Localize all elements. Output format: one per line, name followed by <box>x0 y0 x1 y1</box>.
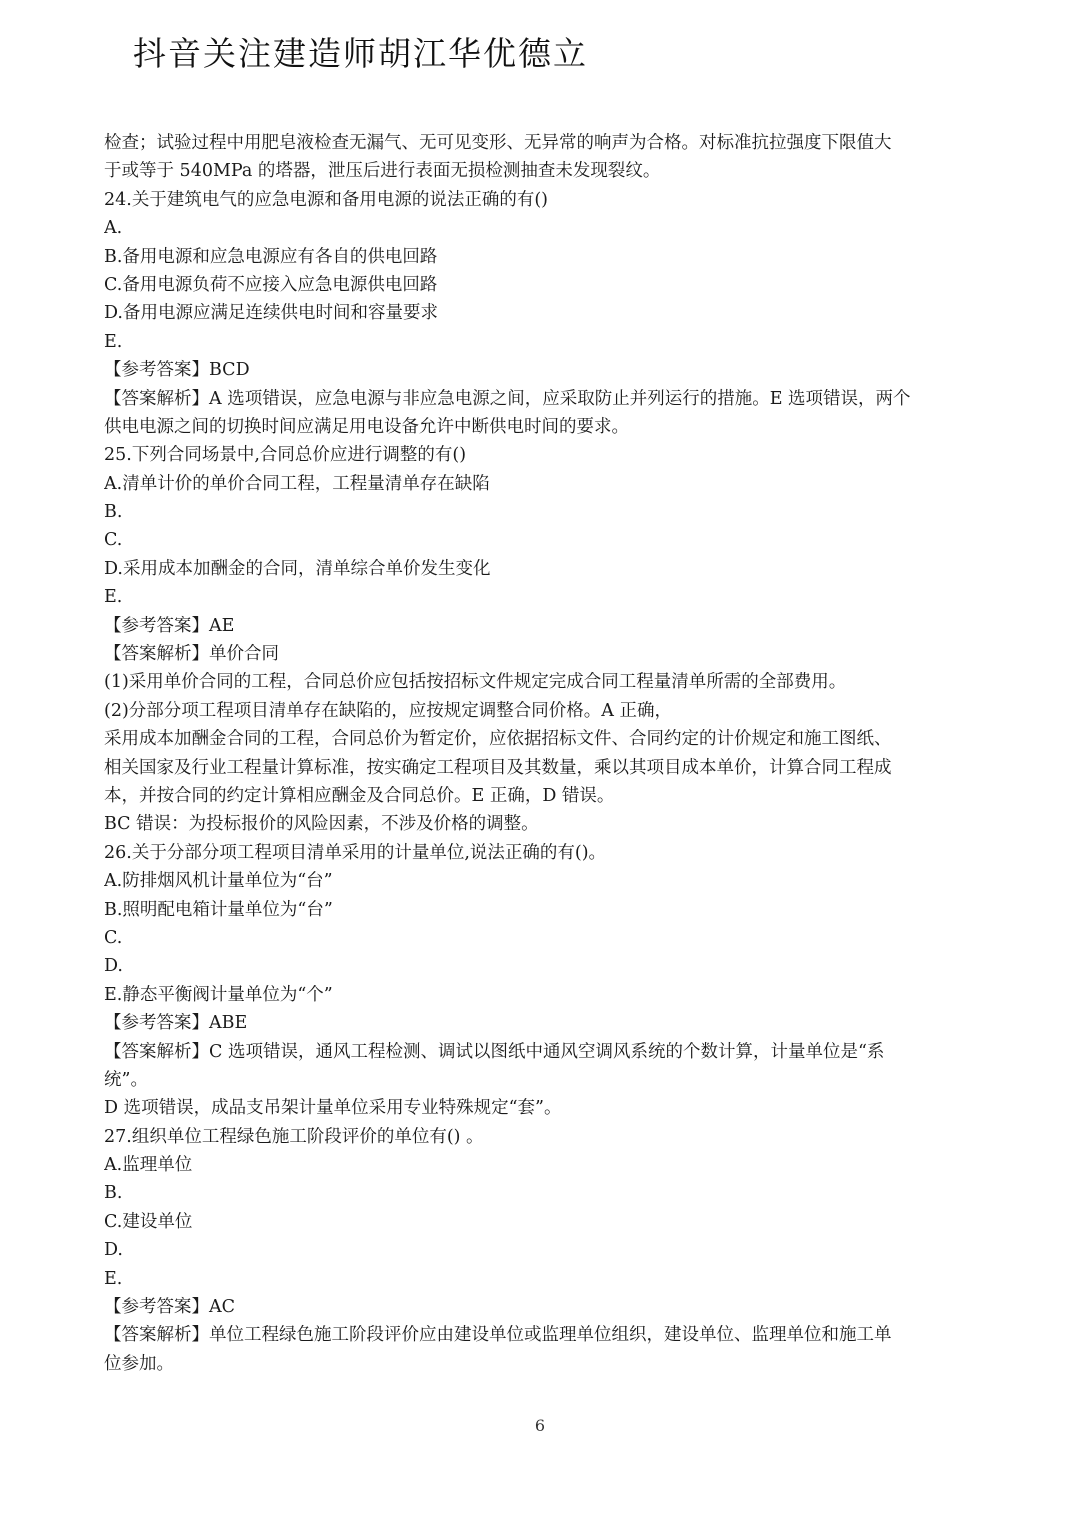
question-24-stem: 24.关于建筑电气的应急电源和备用电源的说法正确的有() <box>104 189 548 210</box>
question-25-option-d: D.采用成本加酬金的合同，清单综合单价发生变化 <box>104 558 491 579</box>
question-26-stem: 26.关于分部分项工程项目清单采用的计量单位,说法正确的有()。 <box>104 842 607 863</box>
question-27-option-a: A.监理单位 <box>104 1155 193 1176</box>
question-25-analysis-cont: (1)采用单价合同的工程，合同总价应包括按招标文件规定完成合同工程量清单所需的全部费用。 <box>104 672 847 693</box>
question-27-option-e: E. <box>104 1268 123 1289</box>
question-25-option-c: C. <box>104 530 123 551</box>
question-25-analysis: 【答案解析】单价合同 <box>104 644 279 665</box>
question-25-option-a: A.清单计价的单价合同工程，工程量清单存在缺陷 <box>104 473 490 494</box>
text-line: 于或等于 540MPa 的塔器，泄压后进行表面无损检测抽查未发现裂纹。 <box>104 161 661 182</box>
question-24-option-a: A. <box>104 218 123 239</box>
question-25-option-b: B. <box>104 502 123 523</box>
question-24-answer: 【参考答案】BCD <box>104 360 250 381</box>
question-27-stem: 27.组织单位工程绿色施工阶段评价的单位有() 。 <box>104 1126 484 1147</box>
question-26-option-e: E.静态平衡阀计量单位为“个” <box>104 984 333 1005</box>
question-25-analysis-cont: (2)分部分项工程项目清单存在缺陷的，应按规定调整合同价格。A 正确， <box>104 700 672 721</box>
text-line: 检查；试验过程中用肥皂液检查无漏气、无可见变形、无异常的响声为合格。对标准抗拉强度下限值大 <box>104 133 892 153</box>
question-27-option-c: C.建设单位 <box>104 1211 193 1232</box>
question-25-answer: 【参考答案】AE <box>104 615 235 636</box>
page-number: 6 <box>534 1416 546 1435</box>
question-25-analysis-cont: 相关国家及行业工程量计算标准，按实确定工程项目及其数量，乘以其项目成本单价，计算合同工程成 <box>104 757 892 778</box>
question-27-analysis: 【答案解析】单位工程绿色施工阶段评价应由建设单位或监理单位组织，建设单位、监理单位和施工单 <box>104 1325 892 1346</box>
question-27-option-b: B. <box>104 1183 123 1204</box>
question-25-stem: 25.下列合同场景中,合同总价应进行调整的有() <box>104 445 467 466</box>
question-24-option-d: D.备用电源应满足连续供电时间和容量要求 <box>104 303 438 324</box>
question-26-option-a: A.防排烟风机计量单位为“台” <box>104 871 333 892</box>
question-25-analysis-cont: 采用成本加酬金合同的工程，合同总价为暂定价，应依据招标文件、合同约定的计价规定和施工图纸、 <box>104 729 892 750</box>
question-26-answer: 【参考答案】ABE <box>104 1013 248 1034</box>
question-26-analysis-cont: 统”。 <box>104 1069 148 1090</box>
question-26-option-c: C. <box>104 927 123 948</box>
question-27-option-d: D. <box>104 1240 123 1261</box>
question-25-analysis-cont: BC 错误：为投标报价的风险因素，不涉及价格的调整。 <box>104 814 539 835</box>
question-26-option-b: B.照明配电箱计量单位为“台” <box>104 899 333 920</box>
page-header-title: 抖音关注建造师胡江华优德立 <box>133 34 588 73</box>
question-27-answer: 【参考答案】AC <box>104 1297 236 1318</box>
question-24-option-c: C.备用电源负荷不应接入应急电源供电回路 <box>104 274 438 295</box>
question-25-option-e: E. <box>104 587 123 608</box>
question-27-analysis-cont: 位参加。 <box>104 1353 174 1374</box>
question-26-option-d: D. <box>104 956 123 977</box>
question-26-analysis: 【答案解析】C 选项错误，通风工程检测、调试以图纸中通风空调风系统的个数计算，计量单位是“系 <box>104 1041 885 1062</box>
question-24-option-b: B.备用电源和应急电源应有各自的供电回路 <box>104 246 438 267</box>
question-26-analysis-cont: D 选项错误，成品支吊架计量单位采用专业特殊规定“套”。 <box>104 1098 562 1119</box>
question-24-option-e: E. <box>104 331 123 352</box>
question-24-analysis-cont: 供电电源之间的切换时间应满足用电设备允许中断供电时间的要求。 <box>104 416 629 437</box>
question-25-analysis-cont: 本，并按合同的约定计算相应酬金及合同总价。E 正确，D 错误。 <box>104 785 615 806</box>
question-24-analysis: 【答案解析】A 选项错误，应急电源与非应急电源之间，应采取防止并列运行的措施。E 选项错误，两个 <box>104 388 911 409</box>
document-body <box>104 129 974 1378</box>
